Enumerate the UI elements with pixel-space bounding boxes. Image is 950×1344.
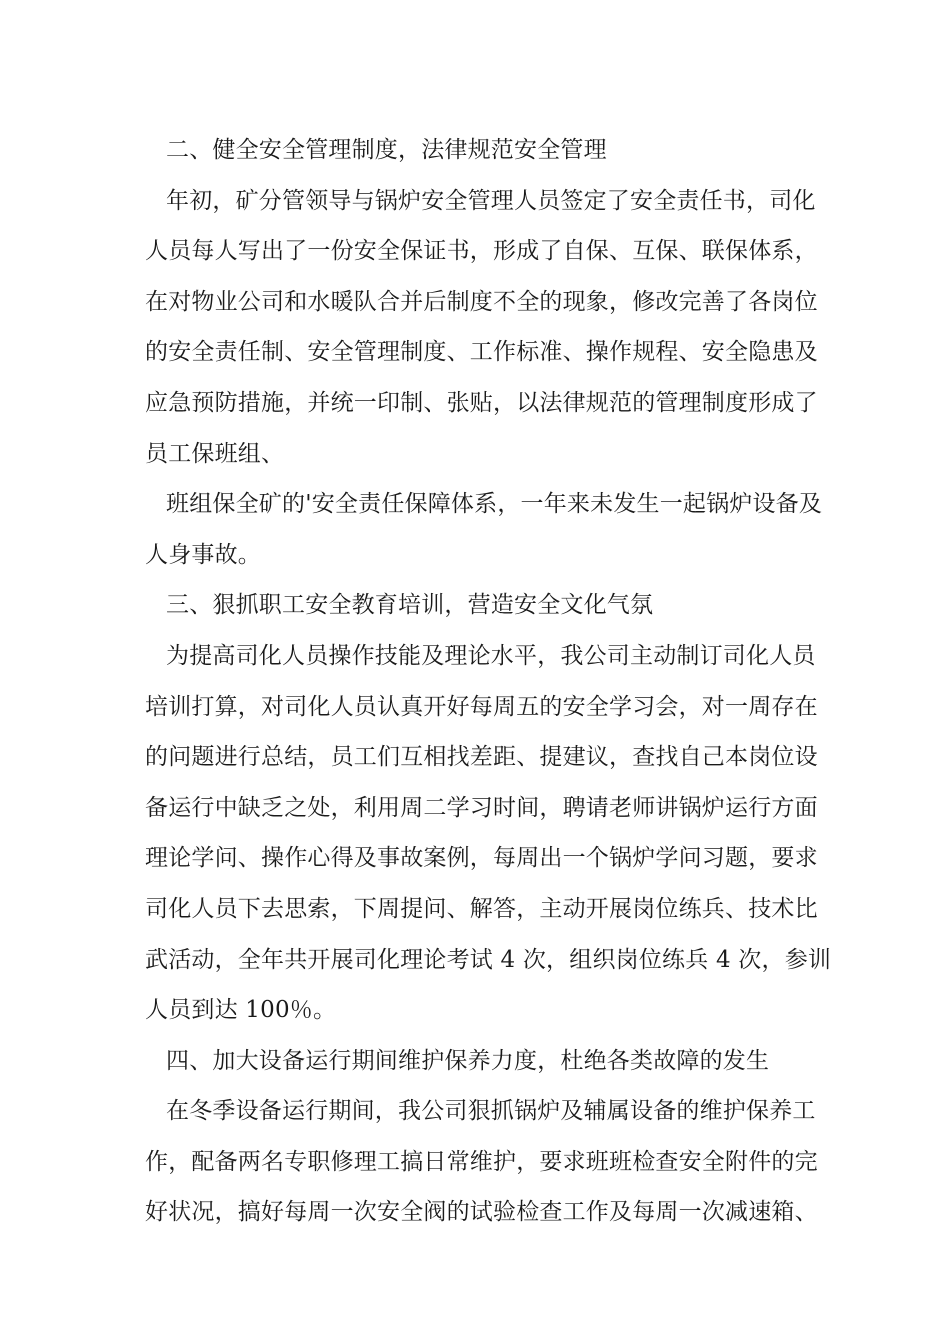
- paragraph-line: 的问题进行总结，员工们互相找差距、提建议，查找自己本岗位设: [145, 744, 818, 771]
- paragraph-line: 班组保全矿的'安全责任保障体系，一年来未发生一起锅炉设备及: [166, 491, 823, 518]
- paragraph-line: 在对物业公司和水暖队合并后制度不全的现象，修改完善了各岗位: [145, 288, 818, 315]
- paragraph-line: 武活动，全年共开展司化理论考试 4 次，组织岗位练兵 4 次，参训: [145, 946, 832, 973]
- section-heading-3: 三、狠抓职工安全教育培训，营造安全文化气氛: [166, 592, 654, 619]
- paragraph-line: 司化人员下去思索，下周提问、解答，主动开展岗位练兵、技术比: [145, 895, 818, 922]
- paragraph-line: 为提高司化人员操作技能及理论水平，我公司主动制订司化人员: [166, 642, 816, 669]
- paragraph-line: 人员每人写出了一份安全保证书，形成了自保、互保、联保体系，: [145, 238, 818, 265]
- section-heading-2: 二、健全安全管理制度，法律规范安全管理: [166, 137, 607, 163]
- paragraph-line: 在冬季设备运行期间，我公司狠抓锅炉及辅属设备的维护保养工: [166, 1098, 816, 1125]
- paragraph-line: 人员到达 100％。: [145, 997, 337, 1024]
- paragraph-line: 好状况，搞好每周一次安全阀的试验检查工作及每周一次减速箱、: [145, 1199, 818, 1226]
- section-heading-4: 四、加大设备运行期间维护保养力度，杜绝各类故障的发生: [166, 1047, 770, 1074]
- document-body: [145, 125, 832, 1238]
- paragraph-line: 年初，矿分管领导与锅炉安全管理人员签定了安全责任书，司化: [166, 187, 816, 214]
- paragraph-line: 人身事故。: [145, 541, 261, 568]
- paragraph-line: 备运行中缺乏之处，利用周二学习时间，聘请老师讲锅炉运行方面: [145, 794, 818, 821]
- paragraph-line: 的安全责任制、安全管理制度、工作标准、操作规程、安全隐患及: [145, 339, 818, 366]
- paragraph-line: 应急预防措施，并统一印制、张贴，以法律规范的管理制度形成了: [145, 389, 818, 416]
- paragraph-line: 作，配备两名专职修理工搞日常维护，要求班班检查安全附件的完: [145, 1148, 818, 1175]
- paragraph-line: 理论学问、操作心得及事故案例，每周出一个锅炉学问习题，要求: [145, 845, 818, 872]
- paragraph-line: 培训打算，对司化人员认真开好每周五的安全学习会，对一周存在: [145, 693, 818, 720]
- paragraph-line: 员工保班组、: [145, 440, 285, 467]
